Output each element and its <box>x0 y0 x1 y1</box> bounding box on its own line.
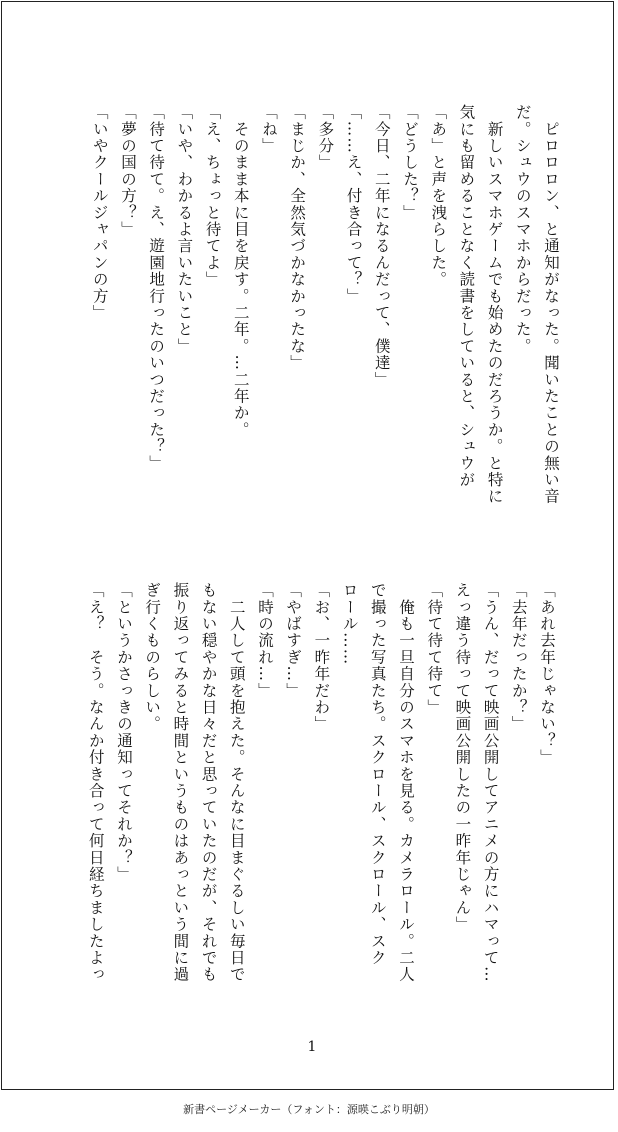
lower-text-block <box>82 582 561 1022</box>
text-line: 新しいスマホゲームでも始めたのだろうか。と特に <box>485 104 504 505</box>
text-line: 「……え、付き合って？」 <box>344 104 363 305</box>
text-line: 「時の流れ…」 <box>255 582 274 699</box>
text-line: で撮った写真たち。スクロール、スクロール、スク <box>368 582 387 967</box>
text-line: 振り返ってみると時間というものはあっという間に過 <box>171 582 190 983</box>
text-line: 「ね」 <box>259 104 278 155</box>
text-line: 「やばすぎ…」 <box>284 582 303 699</box>
text-line: えっ違う待って映画公開したの一昨年じゃん」 <box>453 582 472 933</box>
page-frame <box>1 1 614 1090</box>
text-line: 「まじか、全然気づかなかったな」 <box>288 104 307 372</box>
text-line: 「夢の国の方？」 <box>118 104 137 238</box>
text-line: 「今日、二年になるんだって、僕達」 <box>372 104 391 388</box>
text-line: 気にも留めることなく読書をしていると、シュウが <box>457 104 476 489</box>
upper-text-block <box>86 104 565 544</box>
text-line: ロール…… <box>340 582 359 666</box>
text-line: ぎ行くものらしい。 <box>143 582 162 733</box>
text-line: 「うん、だって映画公開してアニメの方にハマって… <box>481 582 500 983</box>
text-line: 「待て待て。え、遊園地行ったのいつだった？」 <box>147 104 166 472</box>
text-line: 「お、一昨年だわ」 <box>312 582 331 733</box>
text-line: 「え、ちょっと待てよ」 <box>203 104 222 288</box>
text-line: 「どうした？」 <box>400 104 419 221</box>
text-line: 「いや、わかるよ言いたいこと」 <box>175 104 194 355</box>
text-line: 「いやクールジャパンの方」 <box>90 104 109 322</box>
text-line: だ。シュウのスマホからだった。 <box>513 104 532 355</box>
text-line: 俺も一旦自分のスマホを見る。カメラロール。二人 <box>396 582 415 983</box>
text-line: 「というかさっきの通知ってそれか？」 <box>114 582 133 883</box>
text-line: もない穏やかな日々だと思っていたのだが、それでも <box>199 582 218 983</box>
text-line: 「去年だったか？」 <box>509 582 528 733</box>
page-number: 1 <box>307 1039 317 1055</box>
text-line: 「あ」と声を洩らした。 <box>429 104 448 288</box>
text-line: ピロロロン、と通知がなった。聞いたことの無い音 <box>542 104 560 505</box>
text-line: 「あれ去年じゃない？」 <box>538 582 556 766</box>
text-line: 二人して頭を抱えた。そんなに目まぐるしい毎日で <box>227 582 246 983</box>
text-line: そのまま本に目を戻す。二年。…二年か。 <box>231 104 250 438</box>
text-line: 「え？ そう。なんか付き合って何日経ちましたよっ <box>86 582 105 983</box>
text-line: 「待て待て待て」 <box>425 582 444 716</box>
text-line: 「多分」 <box>316 104 335 171</box>
footer-caption: 新書ページメーカー（フォント：源暎こぶり明朝） <box>183 1103 435 1116</box>
